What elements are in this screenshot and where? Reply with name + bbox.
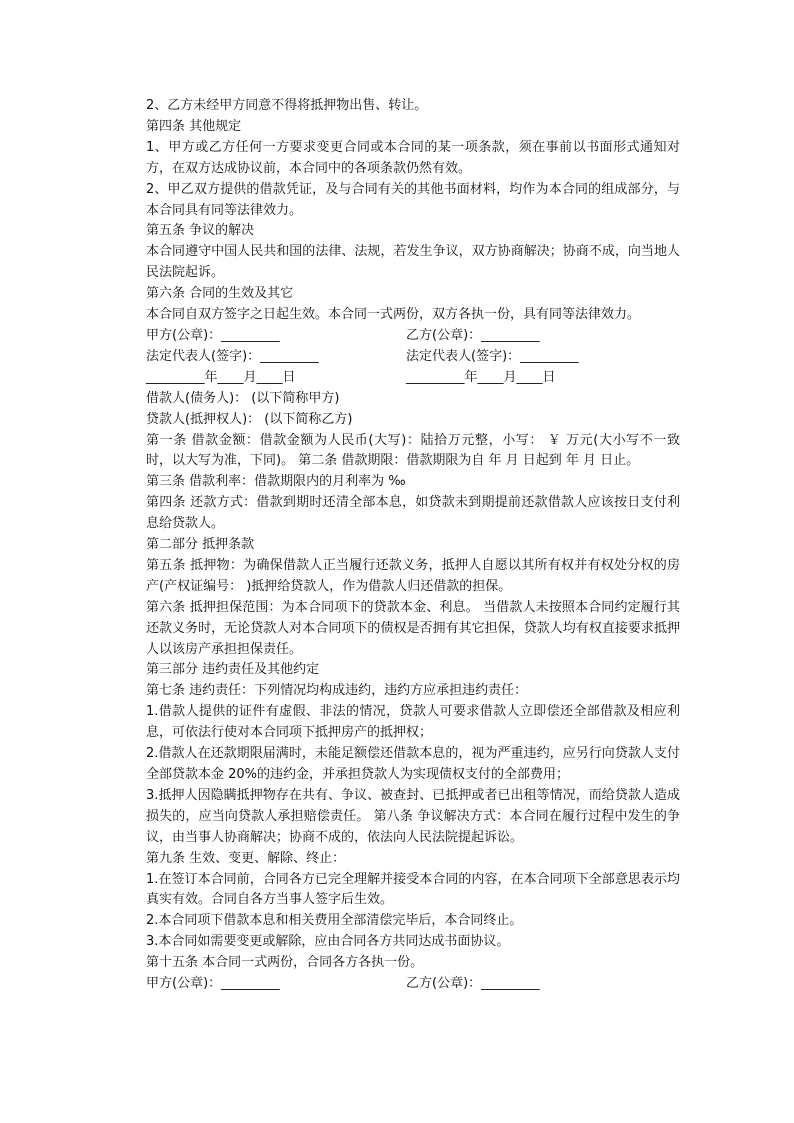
article-1-amount: 第一条 借款金额：借款金额为人民币(大写)：陆拾万元整，小写： ￥ 万元(大小写不一致时，以大写为准，下同)。 第二条 借款期限：借款期限为自 年 月 日起到 年 月 日止。 xyxy=(146,432,680,469)
party-a-date-field: _________年____月____日 xyxy=(146,369,296,385)
article-9-clause-3: 3.本合同如需要变更或解除，应由合同各方共同达成书面协议。 xyxy=(146,934,510,950)
signature-row-representative xyxy=(120,347,680,368)
article-4-clause-1: 1、甲方或乙方任何一方要求变更合同或本合同的某一项条款，须在事前以书面形式通知对方，在双方达成协议前，本合同中的各项条款仍然有效。 xyxy=(146,139,680,176)
article-5-collateral: 第五条 抵押物：为确保借款人正当履行还款义务，抵押人自愿以其所有权并有权处分权的房产(产权证编号： )抵押给贷款人，作为借款人归还借款的担保。 xyxy=(146,557,680,594)
section-2-title: 第二部分 抵押条款 xyxy=(146,537,255,553)
article-7-clause-1: 1.借款人提供的证件有虚假、非法的情况，贷款人可要求借款人立即偿还全部借款及相应利息，可依法行使对本合同项下抵押房产的抵押权； xyxy=(146,704,680,741)
borrower-line: 借款人(债务人)： (以下简称甲方) xyxy=(146,390,340,406)
signature-row-seal xyxy=(120,326,680,347)
article-4-clause-2: 2、甲乙双方提供的借款凭证，及与合同有关的其他书面材料，均作为本合同的组成部分，与本合同具有同等法律效力。 xyxy=(146,181,680,218)
final-party-b-seal-field: 乙方(公章)：_________ xyxy=(406,976,540,992)
article-15: 第十五条 本合同一式两份，合同各方各执一份。 xyxy=(146,955,424,971)
article-5-text: 本合同遵守中国人民共和国的法律、法规，若发生争议，双方协商解决；协商不成，向当地人民法院起诉。 xyxy=(146,244,680,281)
article-9-clause-2: 2.本合同项下借款本息和相关费用全部清偿完毕后，本合同终止。 xyxy=(146,913,523,929)
article-7-title: 第七条 违约责任：下列情况均构成违约，违约方应承担违约责任： xyxy=(146,683,528,699)
clause-no-sale: 2、乙方未经甲方同意不得将抵押物出售、转让。 xyxy=(146,98,428,113)
article-9-title: 第九条 生效、变更、解除、终止： xyxy=(146,850,346,866)
article-5-title: 第五条 争议的解决 xyxy=(146,223,255,239)
contract-document xyxy=(120,96,680,995)
article-7-clause-3: 3.抵押人因隐瞒抵押物存在共有、争议、被查封、已抵押或者已出租等情况，而给贷款人造成损失的，应当向贷款人承担赔偿责任。 第八条 争议解决方式：本合同在履行过程中发生的争议，由当事人协商解决；协商不成的，依法向人民法院提起诉讼。 xyxy=(146,787,680,845)
article-6-text: 本合同自双方签字之日起生效。本合同一式两份，双方各执一份，具有同等法律效力。 xyxy=(146,307,641,323)
party-a-seal-field: 甲方(公章)：_________ xyxy=(146,327,280,343)
article-4-repayment: 第四条 还款方式：借款到期时还清全部本息，如贷款未到期提前还款借款人应该按日支付利息给贷款人。 xyxy=(146,495,680,532)
party-b-seal-field: 乙方(公章)：_________ xyxy=(406,327,540,343)
article-6-guarantee-scope: 第六条 抵押担保范围：为本合同项下的贷款本金、利息。 当借款人未按照本合同约定履行其还款义务时，无论贷款人对本合同项下的债权是否拥有其它担保，贷款人均有权直接要求抵押人以该房产承担担保责任。 xyxy=(146,599,680,657)
lender-line: 贷款人(抵押权人)： (以下简称乙方) xyxy=(146,411,353,427)
signature-row-date xyxy=(120,368,680,389)
party-b-date-field: _________年____月____日 xyxy=(406,369,556,385)
article-9-clause-1: 1.在签订本合同前，合同各方已完全理解并接受本合同的内容，在本合同项下全部意思表示均真实有效。合同自各方当事人签字后生效。 xyxy=(146,871,680,908)
article-6-title: 第六条 合同的生效及其它 xyxy=(146,286,294,302)
article-3-interest: 第三条 借款利率：借款期限内的月利率为 ‰ xyxy=(146,474,406,490)
final-party-a-seal-field: 甲方(公章)：_________ xyxy=(146,976,280,992)
party-a-representative-field: 法定代表人(签字)：_________ xyxy=(146,348,319,364)
final-signature-row xyxy=(120,974,680,995)
party-b-representative-field: 法定代表人(签字)：_________ xyxy=(406,348,579,364)
article-4-title: 第四条 其他规定 xyxy=(146,118,242,134)
section-3-title: 第三部分 违约责任及其他约定 xyxy=(146,662,320,678)
article-7-clause-2: 2.借款人在还款期限届满时，未能足额偿还借款本息的，视为严重违约，应另行向贷款人支付全部贷款本金 20%的违约金，并承担贷款人为实现债权支付的全部费用； xyxy=(146,746,680,782)
